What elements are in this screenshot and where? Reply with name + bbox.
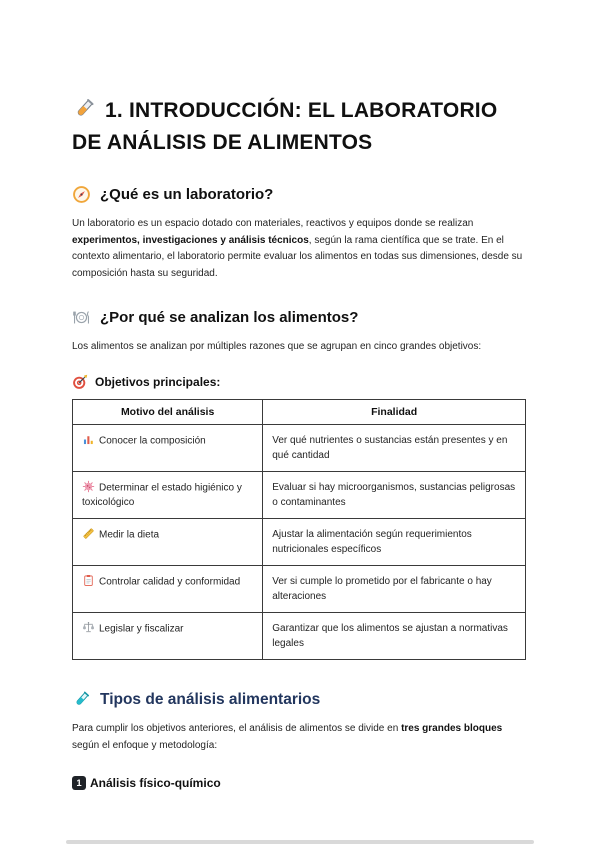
section-heading-por-que [72, 308, 526, 327]
target-icon [72, 374, 88, 390]
paragraph-bold-text: tres grandes bloques [401, 723, 503, 734]
subsection-heading-text: Análisis físico-químico [90, 776, 221, 790]
section-heading-text: ¿Qué es un laboratorio? [100, 186, 274, 203]
objectives-table [72, 399, 526, 661]
test-tube-teal-icon [72, 690, 91, 709]
paragraph-por-que: Los alimentos se analizan por múltiples razones que se agrupan en cinco grandes objetivos: [72, 341, 482, 352]
finalidad-cell: Garantizar que los alimentos se ajustan a normativas legales [263, 613, 526, 660]
subsection-heading-objetivos [72, 374, 526, 390]
microbe-icon [82, 480, 95, 493]
column-header-finalidad: Finalidad [263, 399, 526, 424]
table-row [73, 613, 526, 660]
clipboard-icon [82, 574, 95, 587]
paragraph-tipos [72, 721, 526, 754]
motivo-text: Determinar el estado higiénico y toxicológico [82, 482, 242, 508]
table-row [73, 471, 526, 519]
column-header-motivo: Motivo del análisis [73, 399, 263, 424]
paragraph-text: según el enfoque y metodología: [72, 739, 218, 751]
table-row [73, 424, 526, 471]
paragraph-text: Un laboratorio es un espacio dotado con materiales, reactivos y equipos donde se realizan [72, 218, 474, 229]
table-row [73, 519, 526, 566]
subsection-heading-text: Objetivos principales: [95, 374, 221, 389]
motivo-text: Conocer la composición [99, 435, 206, 446]
paragraph-bold-text: experimentos, investigaciones y análisis técnicos [72, 234, 309, 246]
motivo-cell [73, 613, 263, 660]
motivo-cell [73, 519, 263, 566]
motivo-text: Medir la dieta [99, 529, 160, 541]
compass-icon [72, 185, 91, 204]
section-heading-text: ¿Por qué se analizan los alimentos? [100, 309, 359, 326]
motivo-cell [73, 471, 263, 519]
balance-scale-icon [82, 621, 95, 634]
ruler-icon [82, 527, 95, 540]
finalidad-cell: Ver qué nutrientes o sustancias están presentes y en qué cantidad [263, 424, 526, 471]
paragraph-que-es [72, 216, 526, 282]
table-header-row [73, 399, 526, 424]
table-row [73, 566, 526, 613]
section-heading-que-es [72, 185, 526, 204]
page-title [72, 95, 526, 159]
plate-cutlery-icon [72, 308, 91, 327]
motivo-cell [73, 424, 263, 471]
keycap-1-icon: 1 [72, 776, 86, 790]
page-break-divider [66, 840, 534, 844]
subsection-heading-fisico-quimico [72, 776, 526, 790]
motivo-text: Controlar calidad y conformidad [99, 576, 241, 588]
page-title-text: 1. INTRODUCCIÓN: EL LABORATORIO DE ANÁLISIS DE ALIMENTOS [72, 99, 498, 154]
test-tube-icon [72, 97, 96, 121]
finalidad-cell: Evaluar si hay microorganismos, sustancias peligrosas o contaminantes [263, 471, 526, 519]
bar-chart-icon [82, 433, 95, 446]
finalidad-cell: Ajustar la alimentación según requerimientos nutricionales específicos [263, 519, 526, 566]
section-heading-text: Tipos de análisis alimentarios [100, 690, 321, 708]
paragraph-text: Para cumplir los objetivos anteriores, el análisis de alimentos se divide en [72, 723, 402, 734]
finalidad-cell: Ver si cumple lo prometido por el fabricante o hay alteraciones [263, 566, 526, 613]
motivo-text: Legislar y fiscalizar [99, 623, 184, 635]
motivo-cell [73, 566, 263, 613]
section-heading-tipos [72, 690, 526, 709]
paragraph-text: , según la rama científica que se trate. En el contexto alimentario, el laboratorio permite evaluar los alimentos en todas sus dimensiones, desde su composición hasta su seguridad. [72, 234, 523, 279]
